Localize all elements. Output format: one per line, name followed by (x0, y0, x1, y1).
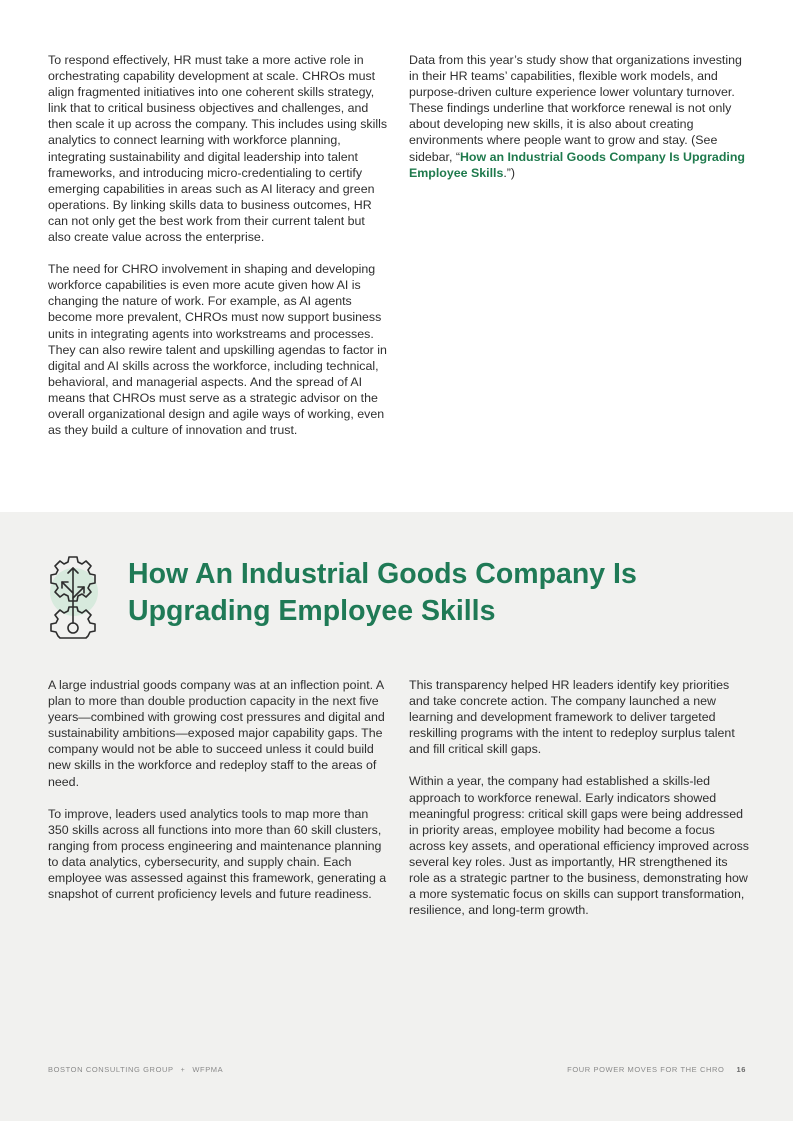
body-paragraph (409, 52, 749, 181)
footer-separator: + (180, 1067, 186, 1074)
sidebar-reference-link[interactable]: How an Industrial Goods Company Is Upgrading Employee Skills (409, 149, 745, 180)
sidebar-column-right (409, 677, 751, 918)
gears-arrows-icon (48, 548, 98, 640)
body-paragraph: To respond effectively, HR must take a more active role in orchestrating capability development at scale. CHROs must align fragmented initiatives into one coherent skills strategy, link that to critical business objectives and challenges, and then scale it up across the company. This includes using skills analytics to connect learning with workforce planning, integrating sustainability and digital leadership into talent frameworks, and introducing micro-credentialing to certify emerging capabilities in areas such as AI literacy and green operations. By linking skills data to business outcomes, HR can not only get the best work from their current talent but also create value across the enterprise. (48, 53, 388, 245)
footer-brand (48, 1065, 223, 1074)
page-number: 16 (736, 1065, 746, 1074)
sidebar-paragraph: Within a year, the company had established a skills-led approach to workforce renewal. Early indicators showed meaningful progress: critical skill gaps were being addressed in priority areas, employee mobility had become a focus across key assets, and operational efficiency improved across several key roles. Just as importantly, HR strengthened its role as a strategic partner to the business, demonstrating how a more systematic focus on skills can support transformation, resilience, and long-term growth. (409, 774, 749, 918)
footer-brand-wfpma: WFPMA (192, 1065, 224, 1074)
sidebar-paragraph: This transparency helped HR leaders identify key priorities and take concrete action. The company launched a new learning and development framework to deliver targeted reskilling programs with the intent to redeploy surplus talent and fill critical skill gaps. (409, 678, 735, 757)
body-paragraph: The need for CHRO involvement in shaping and developing workforce capabilities is even more acute given how AI is changing the nature of work. For example, as AI agents become more prevalent, CHROs must now support business units in integrating agents into workstreams and processes. They can also rewire talent and upskilling agendas to factor in digital and AI skills across the workforce, including technical, behavioral, and managerial aspects. And the spread of AI means that CHROs must serve as a strategic advisor on the overall organizational design and agile ways of working, even as they build a culture of innovation and trust. (48, 262, 387, 438)
footer-brand-bcg: BOSTON CONSULTING GROUP (48, 1065, 174, 1074)
body-column-left (48, 52, 388, 438)
footer-report-title: FOUR POWER MOVES FOR THE CHRO (567, 1065, 725, 1074)
sidebar-column-left (48, 677, 390, 902)
body-text-before-link: Data from this year’s study show that organizations investing in their HR teams’ capabilities, flexible work models, and purpose-driven culture experience lower voluntary turnover. These findings underline that workforce renewal is not only about developing new skills, it is also about creating environments where people want to grow and stay. (See sidebar, “ (409, 53, 742, 164)
sidebar-paragraph: To improve, leaders used analytics tools to map more than 350 skills across all functions into more than 60 skill clusters, ranging from process engineering and maintenance planning to data analytics, cybersecurity, and supply chain. Each employee was assessed against this framework, generating a snapshot of current proficiency levels and future readiness. (48, 806, 387, 902)
footer-report (567, 1065, 746, 1074)
sidebar-paragraph: A large industrial goods company was at an inflection point. A plan to more than double production capacity in the next five years—combined with growing cost pressures and digital and sustainability ambitions—exposed major capability gaps. The company would not be able to succeed unless it could build new skills in the workforce and redeploy staff to the areas of need. (48, 678, 385, 789)
body-column-right (409, 52, 749, 181)
body-text-after-link: .”) (503, 165, 516, 180)
sidebar-title: How An Industrial Goods Company Is Upgrading Employee Skills (128, 558, 637, 627)
